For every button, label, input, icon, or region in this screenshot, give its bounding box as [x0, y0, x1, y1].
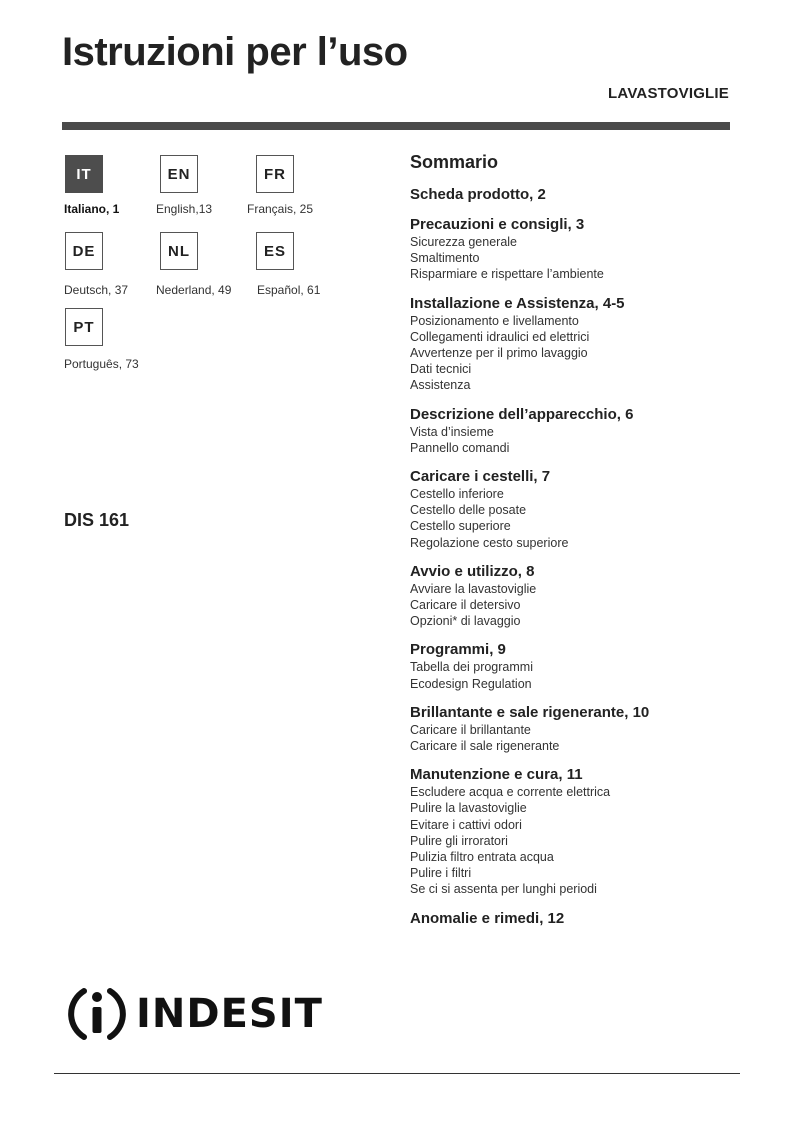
toc-section [410, 910, 740, 928]
language-label-de[interactable]: Deutsch, 37 [64, 283, 129, 297]
language-code: DE [72, 242, 96, 260]
language-box-it[interactable] [65, 155, 103, 193]
toc-section [410, 216, 740, 283]
product-type: LAVASTOVIGLIE [608, 85, 729, 102]
toc-item[interactable]: Se ci si assenta per lunghi periodi [410, 882, 597, 897]
language-code: NL [168, 242, 190, 260]
language-box-nl[interactable] [160, 232, 198, 270]
toc-item[interactable]: Escludere acqua e corrente elettrica [410, 785, 611, 800]
toc-section-title[interactable]: Scheda prodotto, 2 [410, 186, 546, 203]
toc-section-title[interactable]: Avvio e utilizzo, 8 [410, 562, 535, 580]
toc-section [410, 766, 740, 897]
toc-section-title[interactable]: Caricare i cestelli, 7 [410, 468, 551, 486]
toc-item[interactable]: Risparmiare e rispettare l’ambiente [410, 267, 604, 282]
footer-divider [54, 1073, 740, 1074]
language-box-pt[interactable] [65, 308, 103, 346]
toc-section [410, 295, 740, 394]
language-code: IT [76, 165, 92, 183]
toc-section [410, 406, 740, 456]
toc-section-title[interactable]: Installazione e Assistenza, 4-5 [410, 294, 625, 312]
toc-item[interactable]: Ecodesign Regulation [410, 676, 532, 691]
page-title: Istruzioni per l’uso [62, 30, 408, 74]
toc-section-title[interactable]: Manutenzione e cura, 11 [410, 766, 583, 784]
toc-item[interactable]: Opzioni* di lavaggio [410, 614, 521, 629]
language-code: EN [167, 165, 191, 183]
toc-item[interactable]: Regolazione cesto superiore [410, 535, 569, 550]
toc-section [410, 563, 740, 630]
toc-item[interactable]: Cestello inferiore [410, 487, 504, 502]
brand-logo [66, 983, 323, 1045]
toc-item[interactable]: Evitare i cattivi odori [410, 817, 522, 832]
language-code: FR [264, 165, 286, 183]
toc-heading: Sommario [410, 152, 499, 172]
toc-section-title[interactable]: Programmi, 9 [410, 641, 506, 659]
toc-section-title[interactable]: Precauzioni e consigli, 3 [410, 216, 585, 233]
toc-item[interactable]: Assistenza [410, 378, 471, 393]
language-label-es[interactable]: Español, 61 [257, 283, 321, 297]
toc-item[interactable]: Caricare il detersivo [410, 598, 521, 613]
language-box-en[interactable] [160, 155, 198, 193]
toc-item[interactable]: Pannello comandi [410, 440, 510, 455]
toc-section-title[interactable]: Anomalie e rimedi, 12 [410, 909, 565, 927]
toc-item[interactable]: Avviare la lavastoviglie [410, 581, 537, 596]
toc-section-title[interactable]: Descrizione dell’apparecchio, 6 [410, 405, 634, 423]
language-box-de[interactable] [65, 232, 103, 270]
language-code: ES [263, 242, 286, 260]
toc-item[interactable]: Tabella dei programmi [410, 660, 533, 675]
toc-item[interactable]: Vista d’insieme [410, 424, 494, 439]
toc-section [410, 468, 740, 551]
language-label-fr[interactable]: Français, 25 [247, 202, 314, 216]
language-label-en[interactable]: English,13 [156, 202, 213, 216]
language-label-it[interactable]: Italiano, 1 [64, 202, 120, 216]
toc-item[interactable]: Avvertenze per il primo lavaggio [410, 346, 588, 361]
language-box-fr[interactable] [256, 155, 294, 193]
indesit-logo-icon [66, 983, 128, 1045]
language-code: PT [73, 318, 95, 336]
toc-item[interactable]: Cestello delle posate [410, 503, 527, 518]
toc-item[interactable]: Posizionamento e livellamento [410, 313, 579, 328]
toc-item[interactable]: Pulizia filtro entrata acqua [410, 850, 554, 865]
toc-item[interactable]: Sicurezza generale [410, 235, 518, 249]
toc-item[interactable]: Pulire la lavastoviglie [410, 801, 527, 816]
toc-section [410, 641, 740, 691]
table-of-contents [410, 152, 740, 940]
toc-section-title[interactable]: Brillantante e sale rigenerante, 10 [410, 703, 650, 721]
toc-item[interactable]: Smaltimento [410, 251, 480, 266]
toc-item[interactable]: Cestello superiore [410, 519, 511, 534]
toc-item[interactable]: Caricare il sale rigenerante [410, 739, 560, 754]
toc-section [410, 186, 740, 204]
language-label-nl[interactable]: Nederland, 49 [156, 283, 232, 297]
language-label-pt[interactable]: Português, 73 [64, 357, 139, 371]
model-number: DIS 161 [64, 510, 130, 530]
toc-item[interactable]: Collegamenti idraulici ed elettrici [410, 329, 590, 344]
toc-section [410, 704, 740, 754]
toc-item[interactable]: Pulire i filtri [410, 866, 472, 881]
toc-item[interactable]: Caricare il brillantante [410, 722, 531, 737]
brand-name: INDESIT [136, 991, 323, 1037]
header-divider [62, 122, 730, 130]
language-box-es[interactable] [256, 232, 294, 270]
toc-item[interactable]: Dati tecnici [410, 362, 472, 377]
toc-item[interactable]: Pulire gli irroratori [410, 833, 508, 848]
